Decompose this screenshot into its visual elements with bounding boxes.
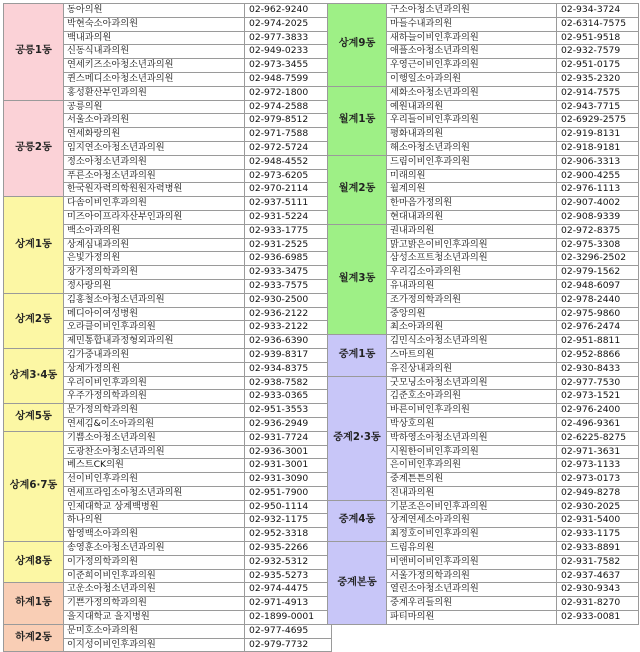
clinic-row xyxy=(328,376,639,390)
clinic-name: 다솜이비인후과의원 xyxy=(64,197,245,211)
clinic-name: 이행일소아과의원 xyxy=(387,72,557,86)
clinic-name: 연세화랑의원 xyxy=(64,128,245,142)
clinic-name: 도광찬소아청소년과의원 xyxy=(64,445,245,459)
clinic-phone: 02-931-3001 xyxy=(245,459,332,473)
clinic-phone: 02-931-5224 xyxy=(245,210,332,224)
clinic-name: 상계심내과의원 xyxy=(64,238,245,252)
clinic-phone: 02-973-0173 xyxy=(557,473,639,487)
clinic-phone: 02-972-1800 xyxy=(245,86,332,100)
clinic-phone: 02-948-6097 xyxy=(557,279,639,293)
clinic-name: 한국원자력의학원원자력병원 xyxy=(64,183,245,197)
clinic-phone: 02-974-2025 xyxy=(245,17,332,31)
district-label: 상계2동 xyxy=(4,293,64,348)
clinic-name: 진내과의원 xyxy=(387,486,557,500)
clinic-phone: 02-979-7732 xyxy=(245,638,332,652)
district-label: 상계3·4동 xyxy=(4,348,64,403)
clinic-phone: 02-932-7579 xyxy=(557,45,639,59)
clinic-name: 중계우리들의원 xyxy=(387,597,557,611)
clinic-name: 제민통합내과정형외과의원 xyxy=(64,335,245,349)
district-label: 중계2·3동 xyxy=(328,376,387,500)
clinic-name: 우주가정의학과의원 xyxy=(64,390,245,404)
clinic-name: 홍성환산부인과의원 xyxy=(64,86,245,100)
district-label: 하계1동 xyxy=(4,583,64,624)
clinic-phone: 02-930-8433 xyxy=(557,362,639,376)
clinic-phone: 02-973-3455 xyxy=(245,59,332,73)
clinic-phone: 02-936-3001 xyxy=(245,445,332,459)
clinic-name: 시원한이비인후과의원 xyxy=(387,445,557,459)
clinic-name: 신동식내과의원 xyxy=(64,45,245,59)
clinic-phone: 02-971-3631 xyxy=(557,445,639,459)
clinic-name: 장가정의학과의원 xyxy=(64,266,245,280)
clinic-name: 비앤비이비인후과의원 xyxy=(387,555,557,569)
clinic-name: 서울소아과의원 xyxy=(64,114,245,128)
clinic-name: 애플소아청소년과의원 xyxy=(387,45,557,59)
clinic-row xyxy=(328,224,639,238)
clinic-row xyxy=(4,348,332,362)
clinic-phone: 02-951-7900 xyxy=(245,486,332,500)
clinic-phone: 02-977-3833 xyxy=(245,31,332,45)
clinic-name: 새하늘이비인후과의원 xyxy=(387,31,557,45)
district-label: 중계1동 xyxy=(328,335,387,376)
district-label: 월계3동 xyxy=(328,224,387,334)
clinic-name: 평화내과의원 xyxy=(387,128,557,142)
clinic-phone: 02-977-4695 xyxy=(245,624,332,638)
clinic-phone: 02-974-2588 xyxy=(245,100,332,114)
clinic-name: 은이비인후과의원 xyxy=(387,459,557,473)
clinic-phone: 02-971-4913 xyxy=(245,597,332,611)
clinic-phone: 02-948-4552 xyxy=(245,155,332,169)
district-label: 하계2동 xyxy=(4,624,64,652)
clinic-phone: 02-974-4475 xyxy=(245,583,332,597)
clinic-phone: 02-6929-2575 xyxy=(557,114,639,128)
clinic-name: 권내과의원 xyxy=(387,224,557,238)
clinic-phone: 02-976-2400 xyxy=(557,404,639,418)
clinic-name: 함영백소아과의원 xyxy=(64,528,245,542)
clinic-phone: 02-952-3318 xyxy=(245,528,332,542)
clinic-name: 우리김소아과의원 xyxy=(387,266,557,280)
clinic-phone: 02-971-7588 xyxy=(245,128,332,142)
clinic-phone: 02-937-4637 xyxy=(557,569,639,583)
district-label: 상계6·7동 xyxy=(4,431,64,541)
clinic-name: 중계튼튼의원 xyxy=(387,473,557,487)
district-label: 월계1동 xyxy=(328,86,387,155)
clinic-name: 최소아과의원 xyxy=(387,321,557,335)
clinic-name: 박상호의원 xyxy=(387,417,557,431)
clinic-row xyxy=(4,431,332,445)
clinic-phone: 02-933-1175 xyxy=(557,528,639,542)
clinic-name: 중앙의원 xyxy=(387,307,557,321)
clinic-phone: 02-933-1775 xyxy=(245,224,332,238)
clinic-name: 맑고밝은이비인후과의원 xyxy=(387,238,557,252)
clinic-phone: 02-906-3313 xyxy=(557,155,639,169)
clinic-phone: 02-935-2266 xyxy=(245,542,332,556)
clinic-name: 은빛가정의원 xyxy=(64,252,245,266)
clinic-phone: 02-950-1114 xyxy=(245,500,332,514)
clinic-phone: 02-943-7715 xyxy=(557,100,639,114)
clinic-row xyxy=(4,293,332,307)
clinic-name: 미래의원 xyxy=(387,169,557,183)
clinic-phone: 02-933-0365 xyxy=(245,390,332,404)
clinic-table-right xyxy=(327,3,639,625)
clinic-phone: 02-933-3475 xyxy=(245,266,332,280)
clinic-row xyxy=(328,335,639,349)
clinic-name: 드림유의원 xyxy=(387,542,557,556)
clinic-phone: 02-931-3090 xyxy=(245,473,332,487)
clinic-phone: 02-978-2440 xyxy=(557,293,639,307)
district-label: 중계본동 xyxy=(328,542,387,625)
clinic-phone: 02-936-2949 xyxy=(245,417,332,431)
clinic-name: 공릉의원 xyxy=(64,100,245,114)
clinic-name: 정소아청소년과의원 xyxy=(64,155,245,169)
clinic-name: 오라클이비인후과의원 xyxy=(64,321,245,335)
clinic-row xyxy=(4,197,332,211)
clinic-phone: 02-933-8891 xyxy=(557,542,639,556)
clinic-phone: 02-934-8375 xyxy=(245,362,332,376)
district-label: 상계9동 xyxy=(328,4,387,87)
clinic-phone: 02-930-2025 xyxy=(557,500,639,514)
clinic-phone: 02-918-9181 xyxy=(557,141,639,155)
clinic-phone: 02-930-2500 xyxy=(245,293,332,307)
clinic-row xyxy=(4,583,332,597)
clinic-row xyxy=(328,500,639,514)
clinic-name: 하나의원 xyxy=(64,514,245,528)
clinic-name: 드림이비인후과의원 xyxy=(387,155,557,169)
clinic-phone: 02-975-3308 xyxy=(557,238,639,252)
clinic-phone: 02-979-8512 xyxy=(245,114,332,128)
clinic-name: 송영훈소아청소년과의원 xyxy=(64,542,245,556)
clinic-name: 삼성소프트청소년과의원 xyxy=(387,252,557,266)
clinic-name: 김준호소아과의원 xyxy=(387,390,557,404)
clinic-name: 기분조은이비인후과의원 xyxy=(387,500,557,514)
clinic-name: 유진상내과의원 xyxy=(387,362,557,376)
clinic-phone: 02-919-8131 xyxy=(557,128,639,142)
clinic-phone: 02-939-8317 xyxy=(245,348,332,362)
clinic-phone: 02-979-1562 xyxy=(557,266,639,280)
clinic-phone: 02-496-9361 xyxy=(557,417,639,431)
clinic-name: 이준희이비인후과의원 xyxy=(64,569,245,583)
clinic-phone: 02-931-7582 xyxy=(557,555,639,569)
clinic-name: 연세프라임소아청소년과의원 xyxy=(64,486,245,500)
clinic-name: 박하영소아청소년과의원 xyxy=(387,431,557,445)
clinic-phone: 02-937-5111 xyxy=(245,197,332,211)
clinic-table-left xyxy=(3,3,332,652)
clinic-phone: 02-949-8278 xyxy=(557,486,639,500)
clinic-phone: 02-973-1521 xyxy=(557,390,639,404)
clinic-name: 퀸스메디소아청소년과의원 xyxy=(64,72,245,86)
clinic-phone: 02-936-2122 xyxy=(245,307,332,321)
clinic-name: 마들수내과의원 xyxy=(387,17,557,31)
clinic-name: 월계의원 xyxy=(387,183,557,197)
clinic-phone: 02-976-1113 xyxy=(557,183,639,197)
clinic-phone: 02-973-6205 xyxy=(245,169,332,183)
clinic-name: 김민식소아청소년과의원 xyxy=(387,335,557,349)
clinic-phone: 02-931-7724 xyxy=(245,431,332,445)
district-label: 공릉2동 xyxy=(4,100,64,197)
clinic-name: 최정호이비인후과의원 xyxy=(387,528,557,542)
clinic-name: 푸른소아청소년과의원 xyxy=(64,169,245,183)
clinic-phone: 02-900-4255 xyxy=(557,169,639,183)
clinic-name: 연세키즈소아청소년과의원 xyxy=(64,59,245,73)
clinic-phone: 02-951-9518 xyxy=(557,31,639,45)
clinic-name: 백내과의원 xyxy=(64,31,245,45)
clinic-phone: 02-934-3724 xyxy=(557,4,639,18)
clinic-row xyxy=(4,624,332,638)
clinic-name: 서울가정의학과의원 xyxy=(387,569,557,583)
clinic-name: 임지연소아청소년과의원 xyxy=(64,141,245,155)
clinic-row xyxy=(4,4,332,18)
district-label: 월계2동 xyxy=(328,155,387,224)
clinic-name: 조가정의학과의원 xyxy=(387,293,557,307)
clinic-name: 정사랑의원 xyxy=(64,279,245,293)
clinic-name: 문미호소아과의원 xyxy=(64,624,245,638)
clinic-name: 기쁜가정의학과의원 xyxy=(64,597,245,611)
clinic-name: 한마음가정의원 xyxy=(387,197,557,211)
clinic-phone: 02-930-9343 xyxy=(557,583,639,597)
clinic-name: 인제대학교 상계백병원 xyxy=(64,500,245,514)
clinic-phone: 02-975-9860 xyxy=(557,307,639,321)
clinic-name: 선이비인후과의원 xyxy=(64,473,245,487)
clinic-name: 스마트의원 xyxy=(387,348,557,362)
clinic-row xyxy=(4,404,332,418)
clinic-name: 우리들이비인후과의원 xyxy=(387,114,557,128)
clinic-name: 이지성이비인후과의원 xyxy=(64,638,245,652)
clinic-name: 메디아이여성병원 xyxy=(64,307,245,321)
clinic-phone: 02-936-6985 xyxy=(245,252,332,266)
clinic-name: 박현숙소아과의원 xyxy=(64,17,245,31)
clinic-phone: 02-938-7582 xyxy=(245,376,332,390)
clinic-name: 동아의원 xyxy=(64,4,245,18)
clinic-phone: 02-935-5273 xyxy=(245,569,332,583)
clinic-phone: 02-6314-7575 xyxy=(557,17,639,31)
clinic-phone: 02-931-2525 xyxy=(245,238,332,252)
clinic-name: 고운소아청소년과의원 xyxy=(64,583,245,597)
clinic-row xyxy=(328,155,639,169)
clinic-name: 현대내과의원 xyxy=(387,210,557,224)
clinic-row xyxy=(328,86,639,100)
clinic-name: 문가정의학과의원 xyxy=(64,404,245,418)
clinic-phone: 02-6225-8275 xyxy=(557,431,639,445)
clinic-name: 파티마의원 xyxy=(387,611,557,625)
clinic-phone: 02-935-2320 xyxy=(557,72,639,86)
district-label: 공릉1동 xyxy=(4,4,64,101)
clinic-phone: 02-976-2474 xyxy=(557,321,639,335)
clinic-phone: 02-936-6390 xyxy=(245,335,332,349)
clinic-name: 상계가정의원 xyxy=(64,362,245,376)
clinic-name: 해소아청소년과의원 xyxy=(387,141,557,155)
clinic-row xyxy=(4,100,332,114)
clinic-name: 미즈아이프라자산부인과의원 xyxy=(64,210,245,224)
clinic-name: 베스트CK의원 xyxy=(64,459,245,473)
clinic-phone: 02-933-2122 xyxy=(245,321,332,335)
clinic-name: 김홍철소아청소년과의원 xyxy=(64,293,245,307)
clinic-phone: 02-948-7599 xyxy=(245,72,332,86)
clinic-name: 굿모닝소아청소년과의원 xyxy=(387,376,557,390)
clinic-name: 예원내과의원 xyxy=(387,100,557,114)
clinic-phone: 02-972-8375 xyxy=(557,224,639,238)
clinic-phone: 02-962-9240 xyxy=(245,4,332,18)
clinic-name: 연세김&이소아과의원 xyxy=(64,417,245,431)
clinic-name: 유내과의원 xyxy=(387,279,557,293)
clinic-name: 기쁨소아청소년과의원 xyxy=(64,431,245,445)
clinic-phone: 02-931-8270 xyxy=(557,597,639,611)
clinic-name: 을지대학교 을지병원 xyxy=(64,611,245,625)
clinic-name: 바른이비인후과의원 xyxy=(387,404,557,418)
clinic-row xyxy=(328,542,639,556)
district-label: 중계4동 xyxy=(328,500,387,541)
clinic-phone: 02-932-1175 xyxy=(245,514,332,528)
district-label: 상계5동 xyxy=(4,404,64,432)
clinic-name: 우영근이비인후과의원 xyxy=(387,59,557,73)
clinic-phone: 02-952-8866 xyxy=(557,348,639,362)
clinic-phone: 02-1899-0001 xyxy=(245,611,332,625)
clinic-name: 우리이비인후과의원 xyxy=(64,376,245,390)
district-label: 상계8동 xyxy=(4,542,64,583)
clinic-phone: 02-949-0233 xyxy=(245,45,332,59)
clinic-name: 백소아과의원 xyxy=(64,224,245,238)
clinic-phone: 02-907-4002 xyxy=(557,197,639,211)
clinic-phone: 02-951-0175 xyxy=(557,59,639,73)
district-label: 상계1동 xyxy=(4,197,64,294)
clinic-phone: 02-970-2114 xyxy=(245,183,332,197)
clinic-phone: 02-933-7575 xyxy=(245,279,332,293)
clinic-name: 열린소아청소년과의원 xyxy=(387,583,557,597)
clinic-phone: 02-972-5724 xyxy=(245,141,332,155)
clinic-name: 구소아청소년과의원 xyxy=(387,4,557,18)
clinic-row xyxy=(4,542,332,556)
clinic-name: 상계연세소아과의원 xyxy=(387,514,557,528)
clinic-phone: 02-932-5312 xyxy=(245,555,332,569)
clinic-phone: 02-931-5400 xyxy=(557,514,639,528)
clinic-phone: 02-914-7575 xyxy=(557,86,639,100)
clinic-name: 김가중내과의원 xyxy=(64,348,245,362)
clinic-phone: 02-977-7530 xyxy=(557,376,639,390)
clinic-phone: 02-933-0081 xyxy=(557,611,639,625)
clinic-name: 이가정의학과의원 xyxy=(64,555,245,569)
clinic-phone: 02-908-9339 xyxy=(557,210,639,224)
clinic-phone: 02-951-8811 xyxy=(557,335,639,349)
clinic-name: 세화소아청소년과의원 xyxy=(387,86,557,100)
clinic-phone: 02-951-3553 xyxy=(245,404,332,418)
clinic-phone: 02-973-1133 xyxy=(557,459,639,473)
clinic-phone: 02-3296-2502 xyxy=(557,252,639,266)
clinic-row xyxy=(328,4,639,18)
